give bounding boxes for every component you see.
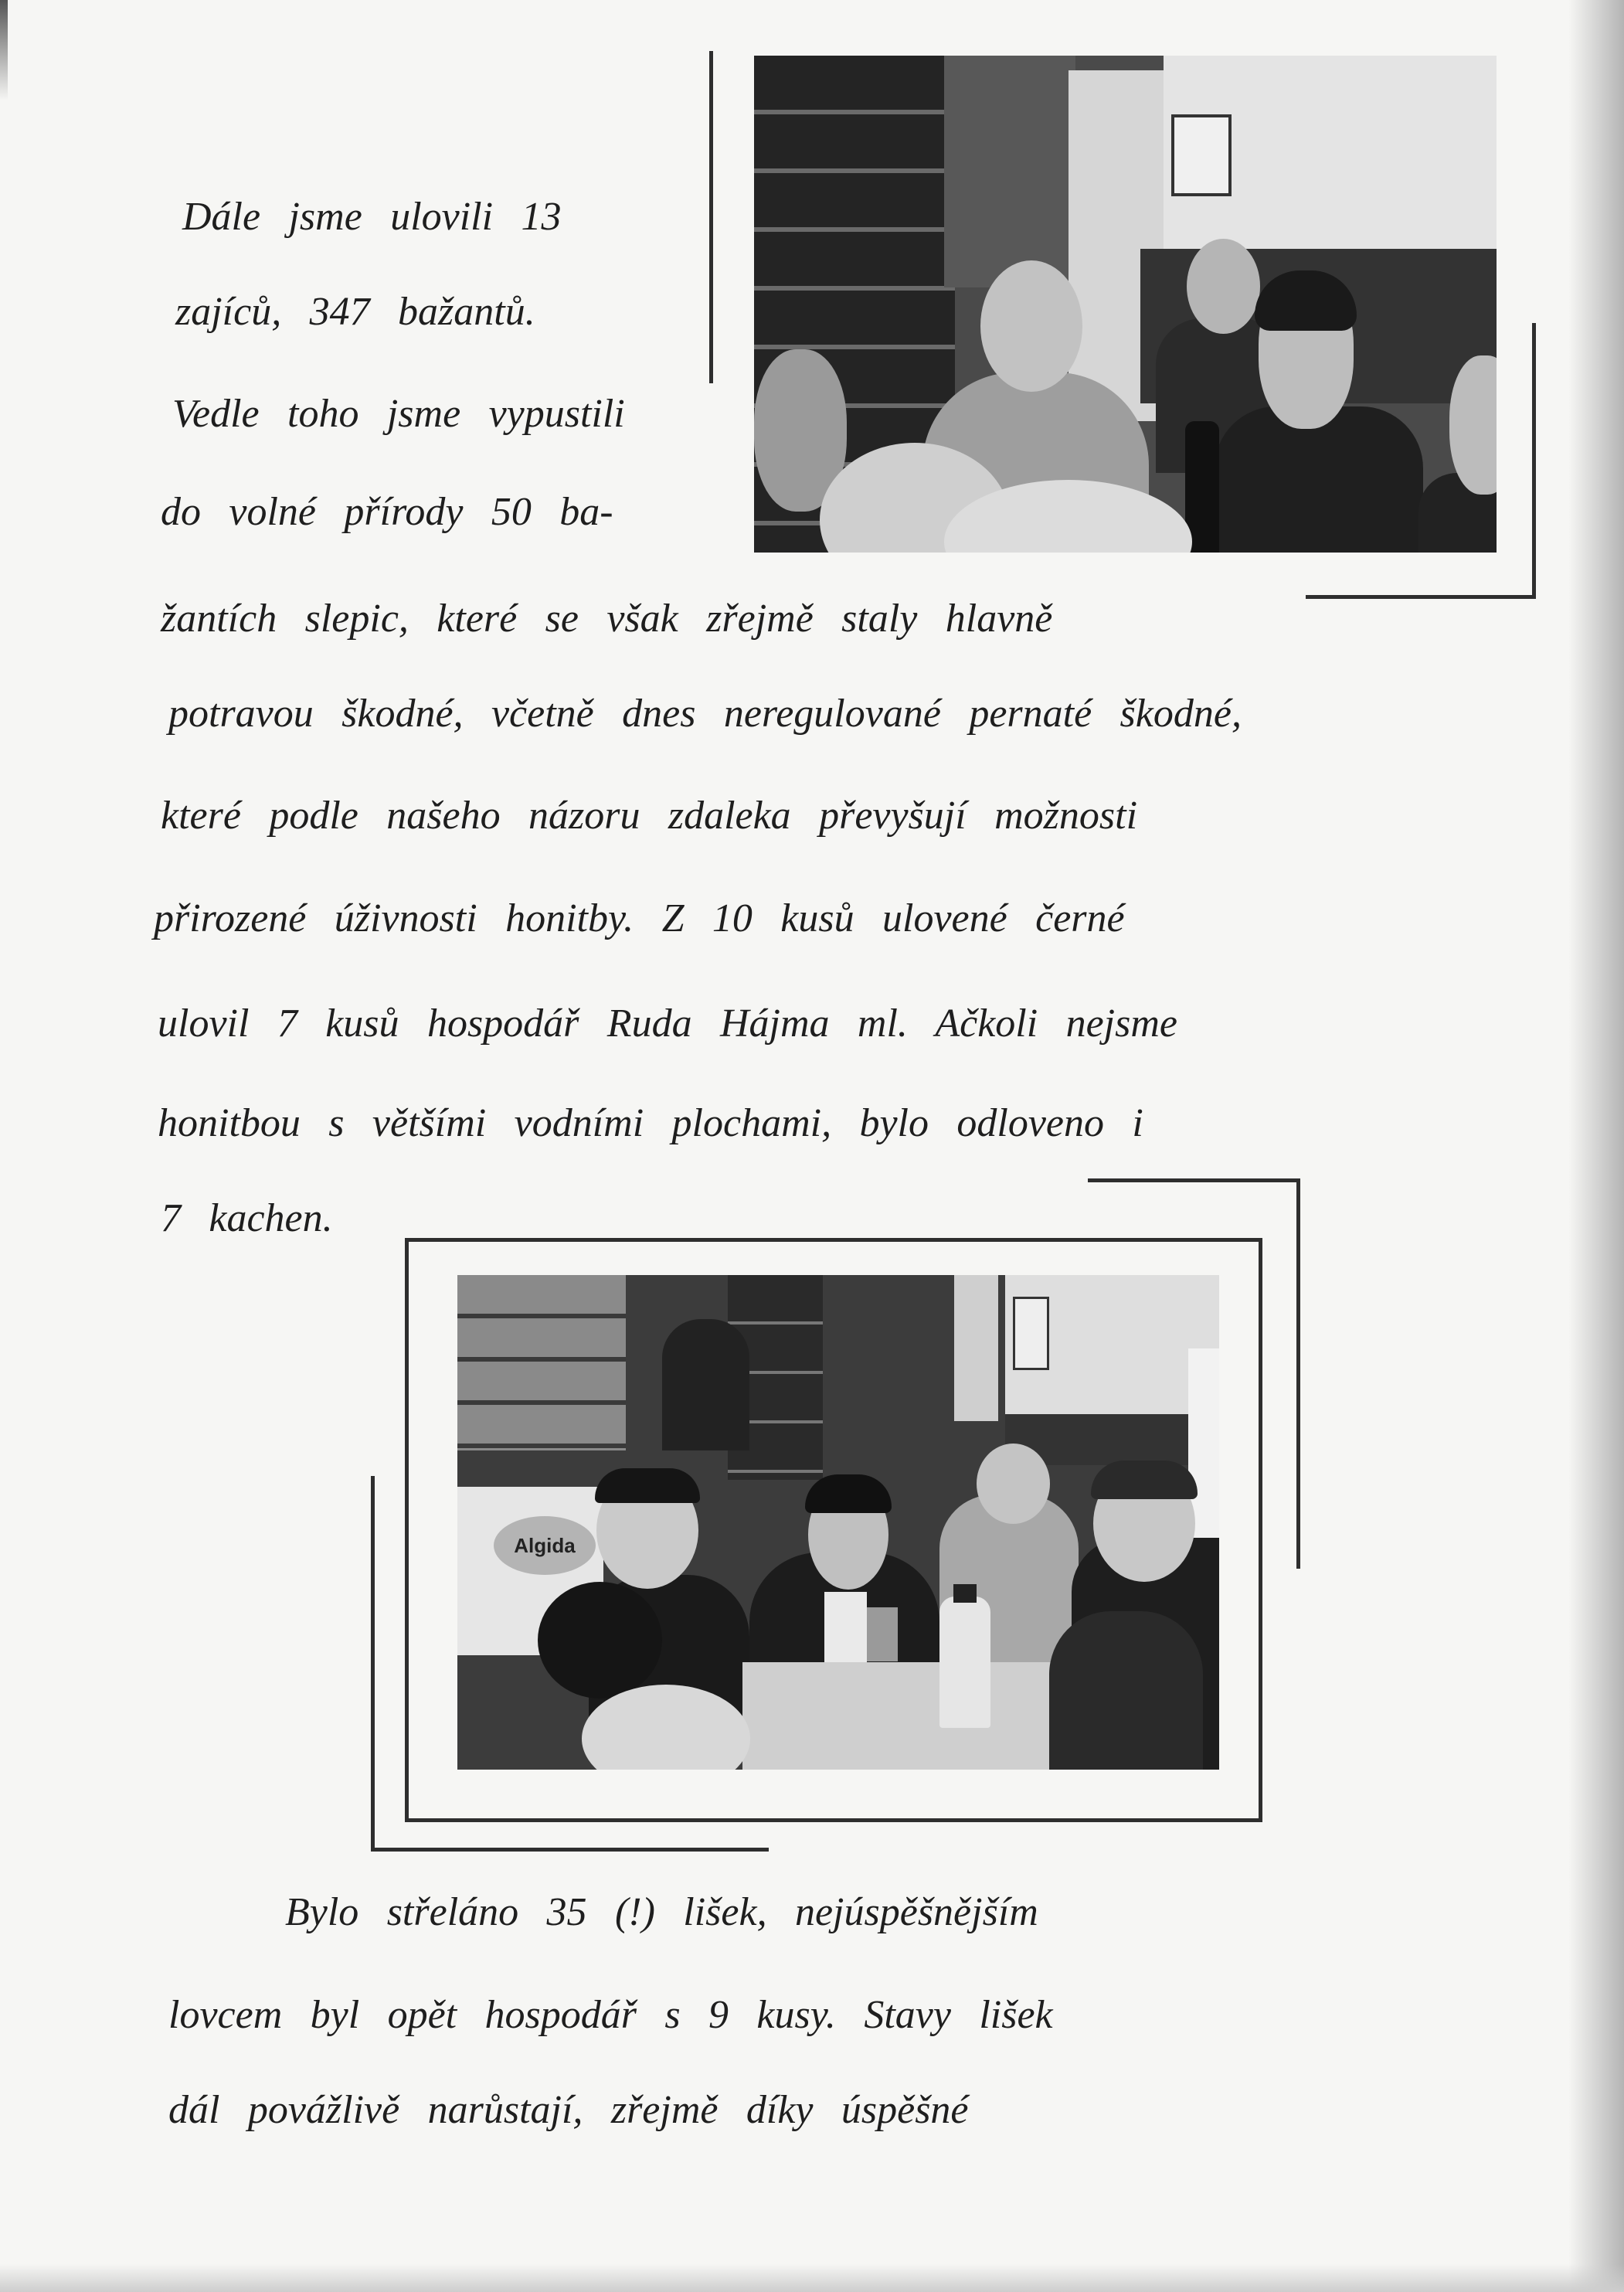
photo-1-person-3-head — [1187, 239, 1260, 334]
scan-bottom-edge-shadow — [0, 2264, 1624, 2292]
photo-2-glass — [867, 1607, 898, 1661]
scan-right-edge-shadow — [1568, 0, 1624, 2292]
photo-2-plant — [1049, 1611, 1203, 1770]
text-line-9: ulovil 7 kusů hospodář Ruda Hájma ml. Ačkoli nejsme — [158, 1001, 1178, 1046]
scan-top-left-shadow — [0, 0, 8, 100]
photo-1-right-bracket-horizontal — [1306, 595, 1536, 599]
photo-2-standing-person — [662, 1319, 749, 1450]
text-line-11: 7 kachen. — [161, 1196, 333, 1240]
photo-2-outer-bracket-top — [1088, 1178, 1300, 1182]
text-line-2: zajíců, 347 bažantů. — [175, 290, 535, 334]
photo-2-table — [742, 1662, 1071, 1770]
text-line-6: potravou škodné, včetně dnes neregulované pernaté škodné, — [168, 692, 1242, 736]
photo-1-person-2-body — [1215, 406, 1423, 553]
photo-1 — [754, 56, 1497, 553]
text-line-14: dál povážlivě narůstají, zřejmě díky úspěšné — [168, 2088, 969, 2132]
photo-2-bottle-cap — [953, 1584, 977, 1603]
photo-2-person-laughing-hair — [595, 1468, 700, 1503]
text-line-3: Vedle toho jsme vypustili — [172, 392, 625, 436]
photo-1-left-rule — [709, 51, 713, 383]
photo-2-outer-bracket-bottom — [371, 1848, 769, 1852]
photo-2-shelves-left — [457, 1275, 626, 1450]
text-line-5: žantích slepic, které se však zřejmě staly hlavně — [161, 597, 1053, 641]
photo-2-door — [954, 1275, 998, 1421]
photo-2 — [457, 1275, 1219, 1770]
photo-1-back-wall — [944, 56, 1075, 287]
photo-2-wall-picture — [1013, 1297, 1049, 1370]
photo-1-person-1-head — [980, 260, 1082, 392]
photo-2-bottle — [939, 1597, 990, 1728]
photo-1-wall-picture — [1171, 114, 1232, 196]
text-line-13: lovcem byl opět hospodář s 9 kusy. Stavy lišek — [168, 1993, 1053, 2037]
text-line-10: honitbou s většími vodními plochami, bylo odloveno i — [158, 1101, 1143, 1145]
photo-2-outer-bracket-right — [1296, 1178, 1300, 1569]
text-line-7: které podle našeho názoru zdaleka převyšují možnosti — [161, 794, 1138, 838]
text-line-4: do volné přírody 50 ba- — [161, 490, 613, 534]
photo-2-logo — [494, 1516, 596, 1575]
text-line-1: Dále jsme ulovili 13 — [182, 195, 562, 239]
text-line-8: přirozené úživnosti honitby. Z 10 kusů ulovené černé — [154, 896, 1125, 940]
photo-2-person-right-hair — [1091, 1461, 1198, 1499]
photo-2-outer-bracket-left — [371, 1476, 375, 1852]
text-line-12: Bylo střeláno 35 (!) lišek, nejúspěšnějším — [285, 1890, 1038, 1934]
photo-2-foreground-dark-head — [538, 1582, 662, 1699]
photo-1-right-bracket-vertical — [1532, 323, 1536, 599]
photo-2-logo-text: Algida — [514, 1533, 576, 1557]
photo-2-person-bald-head — [977, 1444, 1050, 1524]
photo-2-person-center-hair — [805, 1474, 892, 1513]
